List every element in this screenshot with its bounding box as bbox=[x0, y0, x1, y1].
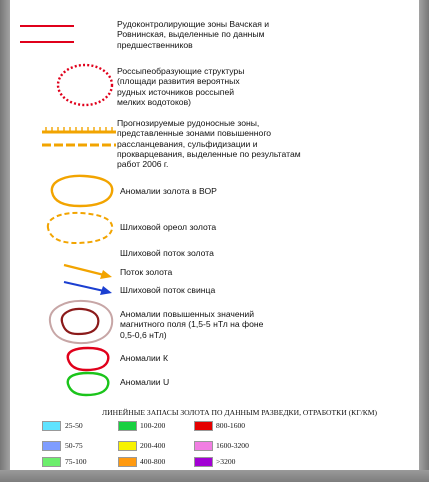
red-double-line-icon bbox=[18, 20, 78, 46]
swatch-label: 1600-3200 bbox=[216, 441, 249, 450]
swatch-400-800 bbox=[118, 457, 137, 467]
orange-dashed-oval-icon bbox=[42, 208, 118, 248]
legend-label-ore-control-zones: Рудоконтролирующие зоны Вачская и Ровнинская, выделенные по данным предшественников bbox=[117, 19, 270, 50]
legend-label-ore-bearing-zones: Прогнозируемые рудоносные зоны, представленные зонами повышенного рассланцевания, сульфидизации и прокварцевания, выделенные по результатам работ 2006 г. bbox=[117, 118, 301, 170]
swatch-label: 800-1600 bbox=[216, 421, 246, 430]
swatch-label: 50-75 bbox=[65, 441, 83, 450]
legend-label-gold-halo: Шлиховой ореол золота bbox=[120, 222, 217, 232]
swatch-200-400 bbox=[118, 441, 137, 451]
swatch-label: 75-100 bbox=[65, 457, 87, 466]
frame-left-edge bbox=[0, 0, 10, 482]
swatch-label: 100-200 bbox=[140, 421, 166, 430]
legend-sheet bbox=[10, 0, 419, 470]
swatch-label: 25-50 bbox=[65, 421, 83, 430]
frame-bottom-edge bbox=[0, 470, 429, 482]
swatch-100-200 bbox=[118, 421, 137, 431]
blue-arrow-icon bbox=[60, 278, 120, 298]
magnetic-anomaly-icon bbox=[44, 296, 118, 348]
swatch-label: 200-400 bbox=[140, 441, 166, 450]
legend-label-k-anomalies: Аномалии К bbox=[120, 353, 168, 363]
green-oval-icon bbox=[62, 370, 114, 398]
swatch-25-50 bbox=[42, 421, 61, 431]
swatch-1600-3200 bbox=[194, 441, 213, 451]
legend-label-lead-stream: Шлиховой поток свинца bbox=[120, 285, 216, 295]
swatch-label: 400-800 bbox=[140, 457, 166, 466]
swatch-label: >3200 bbox=[216, 457, 236, 466]
legend-label-gold-placer-stream: Шлиховой поток золота bbox=[120, 248, 214, 258]
legend-label-gold-stream: Поток золота bbox=[120, 267, 173, 277]
legend-label-placer-structures: Россыпеобразующие структуры (площади развития вероятных рудных источников россыпей мелких водотоков) bbox=[117, 66, 245, 107]
red-dotted-oval-icon bbox=[55, 62, 117, 110]
legend-label-gold-anomalies: Аномалии золота в ВОР bbox=[120, 186, 217, 196]
swatch-50-75 bbox=[42, 441, 61, 451]
red-oval-icon bbox=[62, 345, 114, 373]
legend-label-magnetic-anomalies: Аномалии повышенных значений магнитного поля (1,5-5 нТл на фоне 0,5-0,6 нТл) bbox=[120, 309, 264, 340]
legend-label-u-anomalies: Аномалии U bbox=[120, 377, 170, 387]
swatch-gt3200 bbox=[194, 457, 213, 467]
orange-hatched-band-icon bbox=[40, 124, 120, 152]
orange-oval-icon bbox=[44, 172, 118, 210]
swatch-800-1600 bbox=[194, 421, 213, 431]
reserves-title: ЛИНЕЙНЫЕ ЗАПАСЫ ЗОЛОТА ПО ДАННЫМ РАЗВЕДКИ, ОТРАБОТКИ (КГ/КМ) bbox=[102, 408, 378, 417]
swatch-75-100 bbox=[42, 457, 61, 467]
